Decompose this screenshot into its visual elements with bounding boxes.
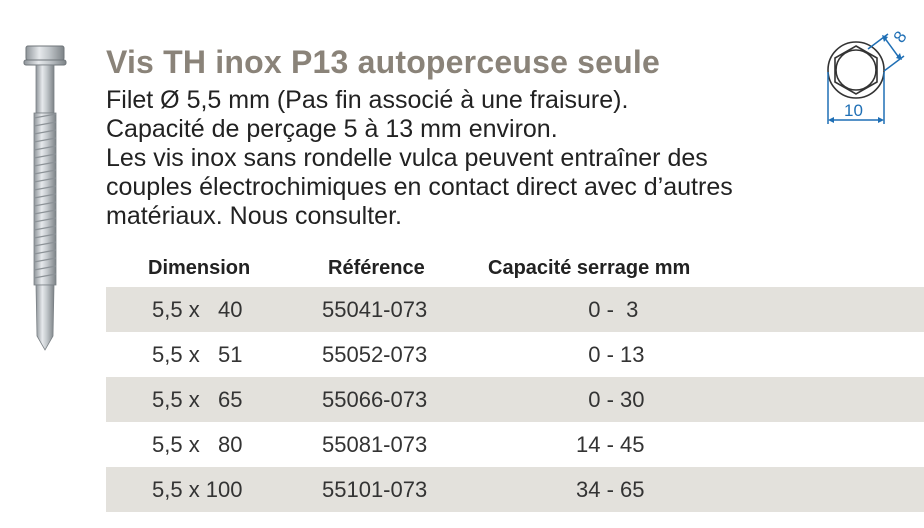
product-title: Vis TH inox P13 autoperceuse seule — [106, 44, 660, 80]
table-header — [106, 253, 924, 287]
cell-capacity: 0 - 30 — [576, 387, 645, 412]
cell-reference: 55101-073 — [322, 477, 428, 502]
description-line: Les vis inox sans rondelle vulca peuvent entraîner des — [106, 144, 708, 172]
product-description — [106, 86, 886, 231]
cell-capacity: 34 - 65 — [576, 477, 645, 502]
screw-image — [22, 40, 68, 352]
cell-dimension: 5,5 x 40 — [152, 297, 243, 322]
cell-dimension: 5,5 x 100 — [152, 477, 243, 502]
description-line: Capacité de perçage 5 à 13 mm environ. — [106, 115, 558, 143]
cell-capacity: 0 - 13 — [576, 342, 645, 367]
description-line: Filet Ø 5,5 mm (Pas fin associé à une fraisure). — [106, 86, 629, 114]
table-row — [106, 377, 924, 422]
header-reference: Référence — [328, 257, 425, 279]
table-row — [106, 422, 924, 467]
cell-reference: 55066-073 — [322, 387, 428, 412]
cell-dimension: 5,5 x 51 — [152, 342, 243, 367]
cell-reference: 55081-073 — [322, 432, 428, 457]
description-line: couples électrochimiques en contact direct avec d’autres — [106, 173, 733, 201]
cell-dimension: 5,5 x 65 — [152, 387, 243, 412]
header-dimension: Dimension — [148, 257, 251, 279]
cell-capacity: 14 - 45 — [576, 432, 645, 457]
hex-head-dimension-icon — [822, 24, 922, 128]
dimensions-table — [106, 253, 924, 512]
hex-height-label: 8 — [889, 27, 911, 47]
table-row — [106, 287, 924, 332]
header-capacity: Capacité serrage mm — [488, 257, 691, 279]
cell-capacity: 0 - 3 — [576, 297, 639, 322]
table-row — [106, 332, 924, 377]
cell-dimension: 5,5 x 80 — [152, 432, 243, 457]
table-row — [106, 467, 924, 512]
description-line: matériaux. Nous consulter. — [106, 202, 402, 230]
hex-width-label: 10 — [844, 101, 863, 120]
cell-reference: 55041-073 — [322, 297, 428, 322]
cell-reference: 55052-073 — [322, 342, 428, 367]
